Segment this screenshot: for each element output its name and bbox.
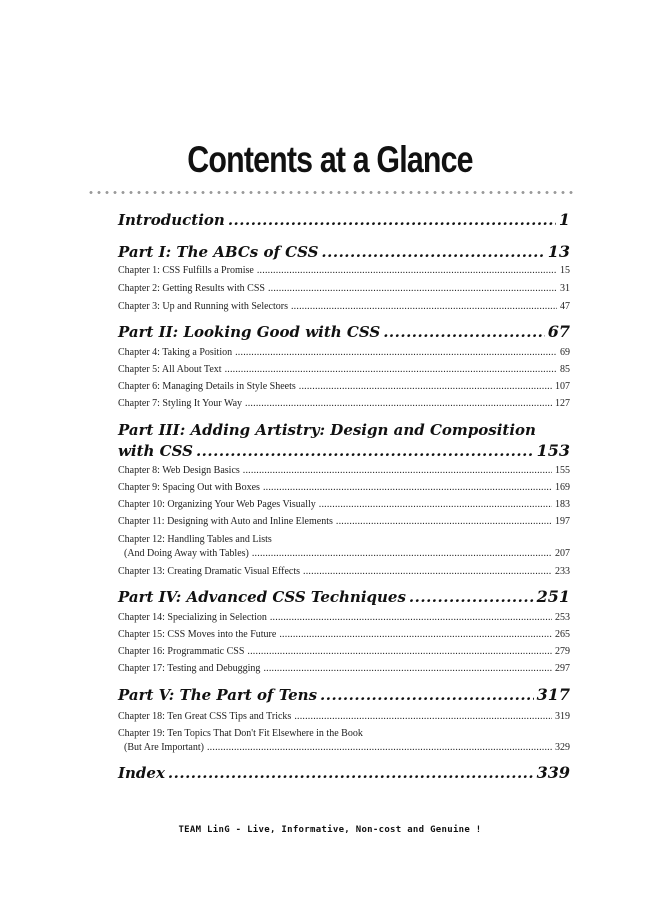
entry-label: Index	[118, 764, 165, 782]
entry-label: Part IV: Advanced CSS Techniques	[118, 588, 406, 606]
toc-entry-chapter-8[interactable]	[118, 465, 570, 476]
dot-leader	[168, 764, 534, 782]
entry-label: Chapter 3: Up and Running with Selectors	[118, 301, 288, 312]
dot-leader	[321, 243, 544, 261]
entry-page: 13	[547, 242, 570, 261]
entry-page: 31	[560, 283, 570, 294]
toc-entry-chapter-13[interactable]	[118, 566, 570, 577]
dot-leader	[228, 211, 556, 229]
toc-entry-chapter-7[interactable]	[118, 398, 570, 409]
entry-page: 153	[536, 441, 570, 460]
toc-entry-chapter-11[interactable]	[118, 516, 570, 527]
toc-entry-chapter-12-line1[interactable]: Chapter 12: Handling Tables and Lists	[118, 534, 272, 545]
entry-label: Chapter 5: All About Text	[118, 364, 222, 375]
entry-label: (And Doing Away with Tables)	[124, 548, 249, 559]
entry-page: 329	[555, 742, 570, 753]
dot-leader	[270, 612, 552, 623]
dot-leader	[252, 548, 552, 559]
entry-page: 155	[555, 465, 570, 476]
toc-entry-part-3[interactable]	[118, 441, 570, 460]
toc-entry-chapter-5[interactable]	[118, 364, 570, 375]
entry-page: 319	[555, 711, 570, 722]
entry-page: 233	[555, 566, 570, 577]
dot-leader	[319, 499, 552, 510]
entry-page: 69	[560, 347, 570, 358]
entry-label: Part I: The ABCs of CSS	[118, 243, 319, 261]
toc-entry-introduction[interactable]	[118, 210, 570, 229]
entry-label: Introduction	[118, 211, 225, 229]
toc-entry-chapter-2[interactable]	[118, 283, 570, 294]
dot-leader	[257, 265, 557, 276]
entry-page: 1	[558, 210, 570, 229]
dot-leader	[245, 398, 552, 409]
entry-label: Chapter 1: CSS Fulfills a Promise	[118, 265, 254, 276]
entry-page: 279	[555, 646, 570, 657]
toc-entry-part-2[interactable]	[118, 322, 570, 341]
toc-entry-chapter-19-line1[interactable]: Chapter 19: Ten Topics That Don't Fit Elsewhere in the Book	[118, 728, 363, 739]
dot-leader	[225, 364, 557, 375]
entry-label: Chapter 2: Getting Results with CSS	[118, 283, 265, 294]
dot-leader	[235, 347, 557, 358]
entry-label: Chapter 4: Taking a Position	[118, 347, 233, 358]
entry-page: 197	[555, 516, 570, 527]
entry-label: Chapter 10: Organizing Your Web Pages Visually	[118, 499, 316, 510]
toc-entry-chapter-12[interactable]	[118, 548, 570, 559]
entry-page: 85	[560, 364, 570, 375]
entry-label: with CSS	[118, 442, 193, 460]
dot-leader	[320, 686, 534, 704]
toc-entry-chapter-3[interactable]	[118, 301, 570, 312]
toc-entry-chapter-19[interactable]	[118, 742, 570, 753]
dot-leader	[294, 711, 552, 722]
entry-label: Chapter 15: CSS Moves into the Future	[118, 629, 277, 640]
entry-page: 207	[555, 548, 570, 559]
dot-leader	[247, 646, 552, 657]
dot-leader	[299, 381, 552, 392]
entry-label: (But Are Important)	[124, 742, 204, 753]
dot-leader	[268, 283, 557, 294]
toc-entry-part-5[interactable]	[118, 685, 570, 704]
toc-entry-chapter-9[interactable]	[118, 482, 570, 493]
entry-page: 107	[555, 381, 570, 392]
toc-entry-part-4[interactable]	[118, 587, 570, 606]
toc-entry-chapter-15[interactable]	[118, 629, 570, 640]
entry-label: Part V: The Part of Tens	[118, 686, 318, 704]
table-of-contents	[118, 0, 570, 900]
dot-leader	[263, 482, 552, 493]
toc-entry-index[interactable]	[118, 763, 570, 782]
entry-page: 47	[560, 301, 570, 312]
entry-label: Chapter 8: Web Design Basics	[118, 465, 240, 476]
entry-label: Chapter 11: Designing with Auto and Inline Elements	[118, 516, 333, 527]
page-title: Contents at a Glance	[187, 139, 473, 180]
entry-page: 297	[555, 663, 570, 674]
entry-page: 15	[560, 265, 570, 276]
toc-entry-part-3-line1[interactable]: Part III: Adding Artistry: Design and Composition	[118, 421, 536, 439]
toc-entry-chapter-4[interactable]	[118, 347, 570, 358]
toc-entry-chapter-1[interactable]	[118, 265, 570, 276]
toc-entry-chapter-16[interactable]	[118, 646, 570, 657]
dot-leader	[263, 663, 552, 674]
dot-leader	[336, 516, 552, 527]
entry-page: 183	[555, 499, 570, 510]
toc-entry-chapter-17[interactable]	[118, 663, 570, 674]
entry-label: Chapter 14: Specializing in Selection	[118, 612, 267, 623]
dot-leader	[207, 742, 552, 753]
dot-leader	[291, 301, 557, 312]
entry-page: 339	[536, 763, 570, 782]
toc-entry-chapter-10[interactable]	[118, 499, 570, 510]
entry-label: Part II: Looking Good with CSS	[118, 323, 381, 341]
entry-label: Chapter 6: Managing Details in Style Sheets	[118, 381, 296, 392]
toc-entry-chapter-18[interactable]	[118, 711, 570, 722]
entry-label: Chapter 16: Programmatic CSS	[118, 646, 245, 657]
entry-label: Chapter 7: Styling It Your Way	[118, 398, 243, 409]
entry-label: Chapter 9: Spacing Out with Boxes	[118, 482, 260, 493]
entry-page: 251	[536, 587, 570, 606]
entry-label: Chapter 13: Creating Dramatic Visual Effects	[118, 566, 301, 577]
entry-label: Chapter 18: Ten Great CSS Tips and Tricks	[118, 711, 292, 722]
entry-page: 127	[555, 398, 570, 409]
entry-label: Chapter 17: Testing and Debugging	[118, 663, 261, 674]
toc-entry-chapter-14[interactable]	[118, 612, 570, 623]
entry-page: 253	[555, 612, 570, 623]
toc-entry-part-1[interactable]	[118, 242, 570, 261]
entry-page: 67	[547, 322, 570, 341]
dot-leader	[279, 629, 552, 640]
footer-text: TEAM LinG - Live, Informative, Non-cost and Genuine !	[178, 825, 482, 835]
entry-page: 265	[555, 629, 570, 640]
dot-leader	[383, 323, 545, 341]
toc-entry-chapter-6[interactable]	[118, 381, 570, 392]
dot-leader	[303, 566, 552, 577]
dot-leader	[409, 588, 534, 606]
dot-leader	[243, 465, 552, 476]
entry-page: 169	[555, 482, 570, 493]
entry-page: 317	[536, 685, 570, 704]
dot-leader	[196, 442, 534, 460]
